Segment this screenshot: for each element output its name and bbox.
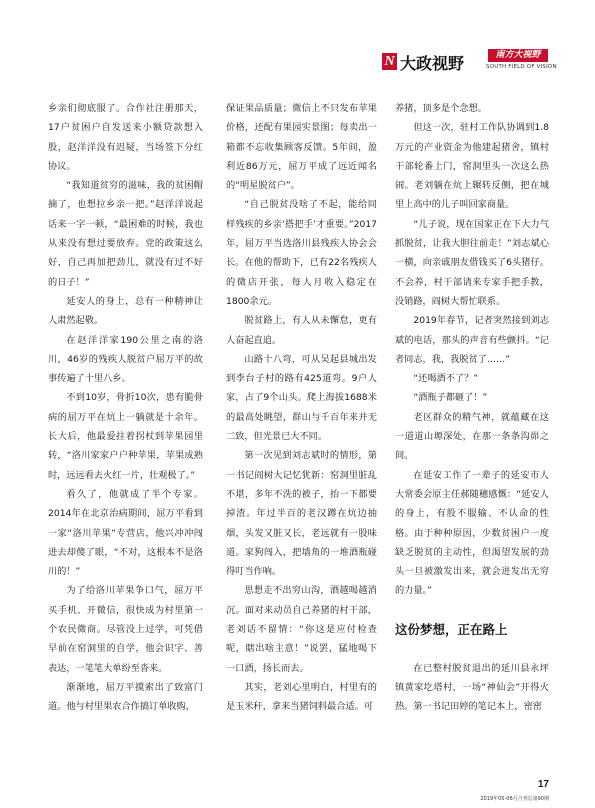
page-number: 17 bbox=[537, 779, 549, 790]
body-paragraph: 为了给洛川苹果争口气，屈万平买手机、开微信，很快成为村里第一个农民微商。尽管没上过学，可凭借早前在窑洞里的自学，他会识字、善表达，一笔笔大单纷至沓来。 bbox=[48, 585, 203, 674]
body-paragraph: 保证果品质量；微信上不只发布苹果价格，还配有果园实景图；每卖出一箱都不忘收集顾客反馈。5年间，盈利近86万元，屈万平成了远近闻名的“明星脱贫户”。 bbox=[226, 103, 377, 192]
section-subheading: 这份梦想，正在路上 bbox=[395, 621, 508, 637]
body-paragraph: 但这一次，驻村工作队协调到1.8万元的产业资金为他建起猪舍，镇村干部轮番上门，窑洞里头一次这么热闹。老刘躺在炕上辗转反侧，把在城里上高中的儿子叫回家商量。 bbox=[395, 122, 549, 211]
body-paragraph: 在已整村脱贫退出的延川县永坪镇黄家圪塔村，一场“神仙会”开得火热。第一书记田婷的笔记本上，密密 bbox=[395, 662, 549, 713]
body-paragraph: “还喝酒不了？” bbox=[413, 373, 479, 385]
body-paragraph: “儿子说，现在国家正在下大力气抓脱贫，让我大胆往前走！”刘志斌心一横，向亲戚朋友借钱买了6头猪仔。不会养，村干部请来专家手把手教，没销路，阎树大帮忙联系。 bbox=[395, 218, 549, 307]
magazine-header bbox=[382, 49, 557, 79]
brand-badge bbox=[488, 49, 548, 62]
body-paragraph: 养猪，顶多是个念想。 bbox=[395, 103, 487, 114]
body-paragraph: “我知道贫穷的滋味，我的贫困帽摘了，也想拉乡亲一把。”赵洋洋说起话来一字一顿，“最困难的时候，我也从来没有想过要放弃。党的政策这么好，自己再加把劲儿，就没有过不好的日子！” bbox=[48, 180, 203, 288]
magazine-logo-icon: N bbox=[382, 53, 397, 70]
brand-name-en: SOUTH FIELD OF VISION bbox=[486, 64, 557, 70]
body-paragraph: “酒瓶子都砸了！” bbox=[413, 392, 488, 404]
section-title: 大政视野 bbox=[400, 54, 465, 73]
body-paragraph: 在延安工作了一辈子的延安市人大常委会原主任郝随穗感慨：“延安人的身上，有股不服输、不认命的性格。由于种种原因，少数贫困户一度缺乏脱贫的主动性，但渴望发展的劲头一旦被激发出来，就会迸发出无穷的力量。” bbox=[395, 469, 549, 597]
body-paragraph: 老区群众的精气神，就蕴藏在这一道道山塬深处，在那一条条沟峁之间。 bbox=[395, 411, 549, 462]
body-paragraph: 山路十八弯，可从吴起县城出发到李台子村的路有425道弯。9户人家，占了9个山头。爬上海拔1688米的最高处眺望，群山与千百年来并无二致，但光景已大不同。 bbox=[226, 353, 377, 443]
body-paragraph: 第一次见到刘志斌时的情形，第一书记阎树大记忆犹新：窑洞里脏乱不堪，多年不洗的被子，抬一下都要掉渣。年过半百的老汉蹲在炕边抽烟，头发又脏又长，老远就有一股味道。家狗闯入，把墙角的一堆酒瓶碰得叮当作响。 bbox=[226, 450, 377, 578]
body-paragraph: 看久了，他就成了半个专家。2014年在北京治病期间，屈万平看到一家“洛川苹果”专营店，他兴冲冲闯进去却傻了眼，“不对，这根本不是洛川的！” bbox=[48, 488, 203, 578]
text-column-middle bbox=[226, 99, 377, 717]
issue-info: 2019年05-06月合刊总第90期 bbox=[480, 796, 549, 802]
body-paragraph: 在赵洋洋家190公里之南的洛川，46岁的残疾人脱贫户屈万平的故事传遍了十里八乡。 bbox=[48, 334, 203, 385]
body-paragraph: 其实，老刘心里明白，村里有的是玉米秆，拿来当猪饲料最合适。可 bbox=[226, 681, 377, 713]
body-paragraph: 脱贫路上，有人从未懈怠，更有人奋起直追。 bbox=[226, 315, 377, 346]
body-paragraph: 渐渐地，屈万平摸索出了致富门道。他与村里果农合作搞订单收购， bbox=[48, 681, 203, 713]
body-paragraph: 2019年春节，记者突然接到刘志斌的电话，那头的声音有些颤抖。“记者同志，我，我脱贫了……” bbox=[395, 315, 549, 365]
body-paragraph: 延安人的身上，总有一种精神让人肃然起敬。 bbox=[48, 295, 203, 327]
text-column-right bbox=[395, 99, 549, 717]
body-paragraph: 思想走不出穷山沟，酒越喝越消沉。面对来动员自己养猪的村干部，老刘话不留情：“你这是应付检查呢，瞎出啥主意！”说罢，猛地喝下一口酒，扬长而去。 bbox=[226, 585, 377, 674]
body-paragraph: 乡亲们彻底服了。合作社注册那天，17户贫困户自发送来小额贷款想入股，赵洋洋没有迟疑，当场签下分红协议。 bbox=[48, 103, 203, 172]
body-paragraph: 不到10岁，骨折10次，患有脆骨病的屈万平在炕上一躺就是十余年。长大后，他最爱拄着拐杖到苹果园里转，“洛川家家户户种苹果，苹果成熟时，远远看去火红一片，壮观极了。” bbox=[48, 392, 203, 481]
text-column-left bbox=[48, 99, 203, 717]
body-paragraph: “自己脱贫没啥了不起，能给同样残疾的乡亲‘搭把手’才重要。”2017年，屈万平当选洛川县残疾人协会会长。在他的帮助下，已有22名残疾人的微店开张，每人月收入稳定在1800余元。 bbox=[226, 199, 377, 307]
brand-name-cn: 南方大视野 bbox=[495, 50, 541, 60]
